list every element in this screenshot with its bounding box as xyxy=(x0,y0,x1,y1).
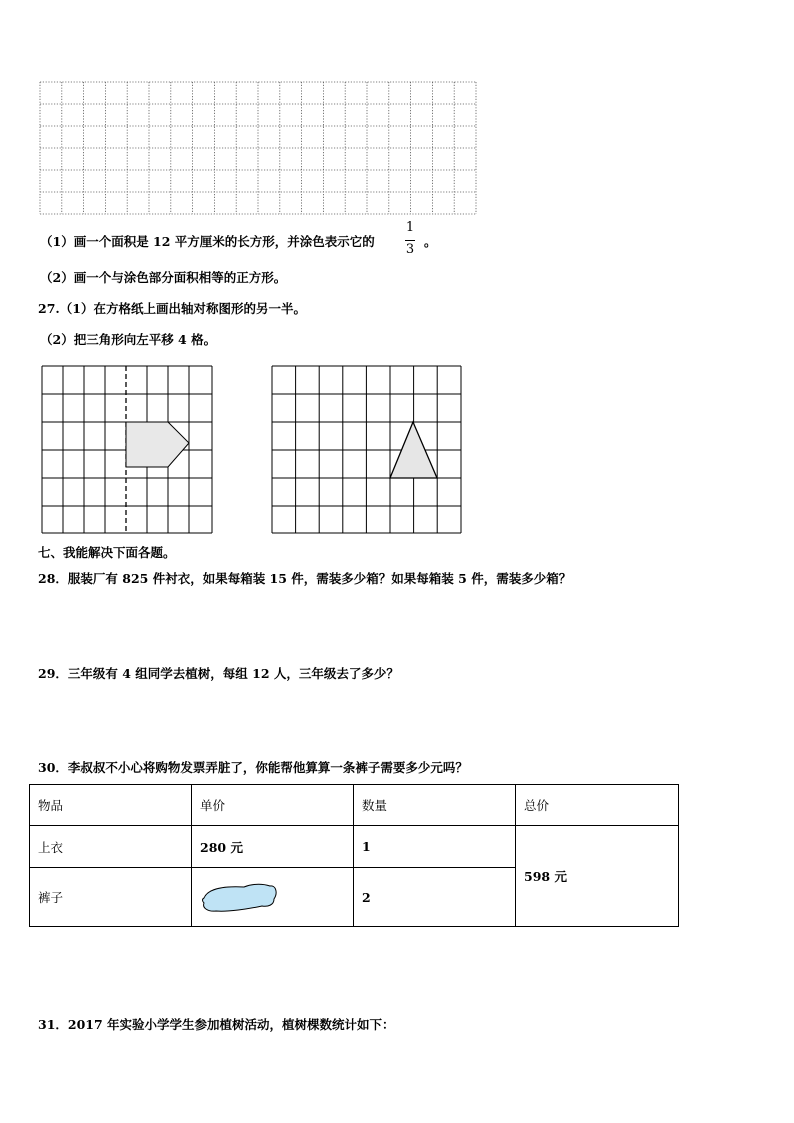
q26-part2: （2）画一个与涂色部分面积相等的正方形。 xyxy=(40,270,287,285)
invoice-table xyxy=(29,784,679,927)
header-price: 单价 xyxy=(192,785,354,826)
ink-stain-icon xyxy=(192,869,352,926)
q29-text: 29．三年级有 4 组同学去植树，每组 12 人，三年级去了多少？ xyxy=(38,666,399,681)
row2-qty: 2 xyxy=(354,868,516,927)
header-total: 总价 xyxy=(516,785,679,826)
translation-grid xyxy=(271,365,462,534)
q27-part1: 27.（1）在方格纸上画出轴对称图形的另一半。 xyxy=(38,301,306,316)
row1-qty: 1 xyxy=(354,826,516,868)
section-heading: 七、我能解决下面各题。 xyxy=(38,545,176,560)
row1-item: 上衣 xyxy=(30,826,192,868)
table-row xyxy=(30,826,679,868)
fraction-numerator: 1 xyxy=(405,220,415,235)
q30-text: 30．李叔叔不小心将购物发票弄脏了，你能帮他算算一条裤子需要多少元吗？ xyxy=(38,760,468,775)
q26-part1-text: （1）画一个面积是 12 平方厘米的长方形，并涂色表示它的 xyxy=(40,234,375,249)
table-header-row xyxy=(30,785,679,826)
row2-price xyxy=(192,868,354,927)
row1-price: 280 元 xyxy=(192,826,354,868)
header-qty: 数量 xyxy=(354,785,516,826)
total-cell: 598 元 xyxy=(516,826,679,927)
fraction-denominator: 3 xyxy=(405,242,415,257)
header-item: 物品 xyxy=(30,785,192,826)
symmetry-grid xyxy=(41,365,213,534)
half-shape xyxy=(126,422,189,467)
row2-item: 裤子 xyxy=(30,868,192,927)
fraction-bar xyxy=(405,240,415,241)
q26-part1 xyxy=(40,234,375,250)
dotted-grid xyxy=(39,81,477,215)
q31-text: 31．2017 年实验小学学生参加植树活动，植树棵数统计如下： xyxy=(38,1017,395,1032)
q28-text: 28．服装厂有 825 件衬衣，如果每箱装 15 件，需装多少箱？如果每箱装 5 件，需装多少箱？ xyxy=(38,571,572,586)
q26-part1-end: 。 xyxy=(424,234,437,249)
q27-part2: （2）把三角形向左平移 4 格。 xyxy=(40,332,217,347)
